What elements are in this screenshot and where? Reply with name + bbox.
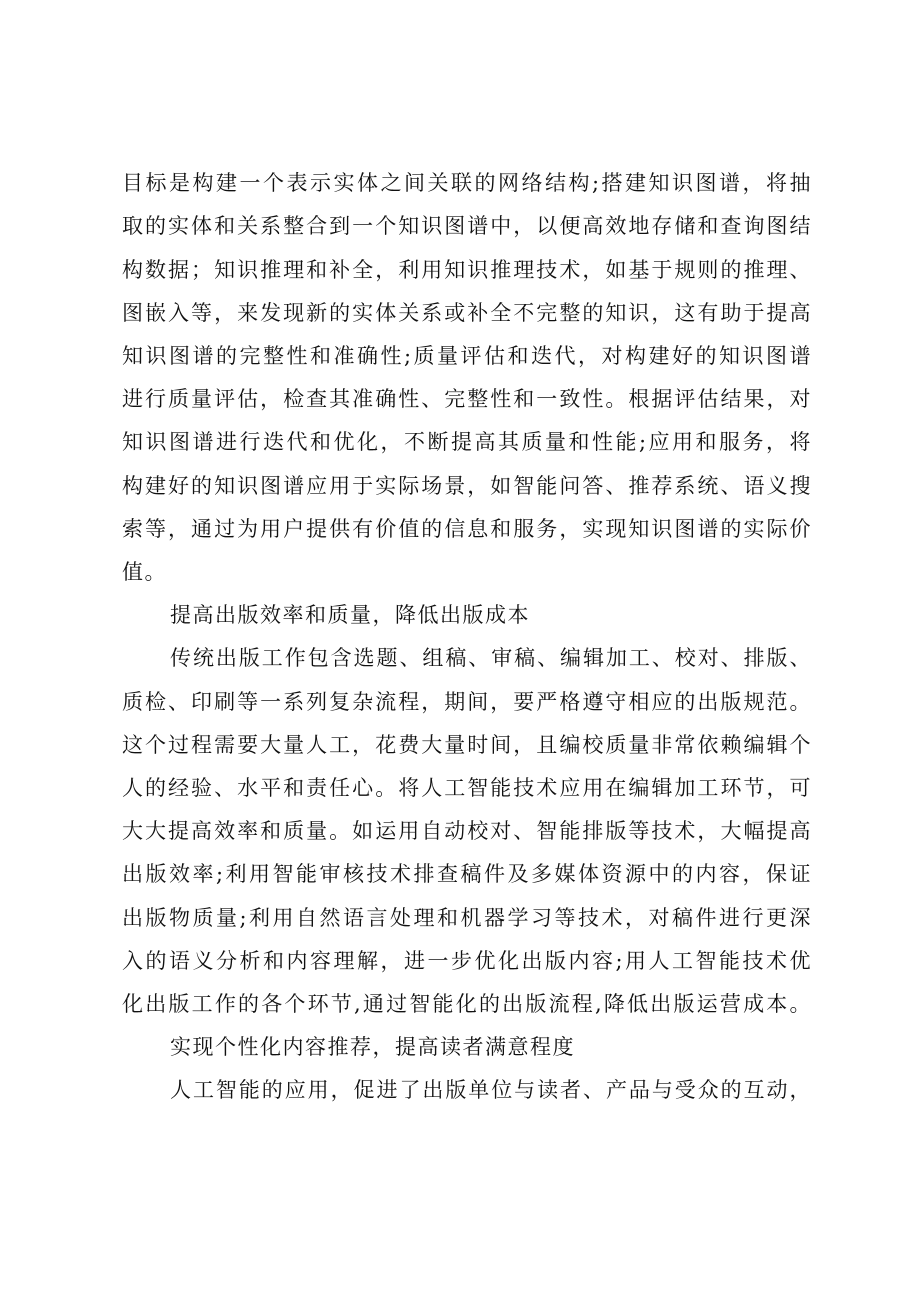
paragraph-line: 人工智能的应用，促进了出版单位与读者、产品与受众的互动，	[170, 1078, 812, 1102]
paragraph-line: 化出版工作的各个环节,通过智能化的出版流程,降低出版运营成本。	[122, 992, 812, 1016]
paragraph-line: 人的经验、水平和责任心。将人工智能技术应用在编辑加工环节，可	[122, 776, 812, 800]
paragraph-line: 质检、印刷等一系列复杂流程，期间，要严格遵守相应的出版规范。	[122, 690, 812, 714]
paragraph-line: 构建好的知识图谱应用于实际场景，如智能问答、推荐系统、语义搜	[122, 474, 812, 498]
paragraph-line: 知识图谱进行迭代和优化，不断提高其质量和性能;应用和服务，将	[122, 430, 812, 454]
paragraph-line: 大大提高效率和质量。如运用自动校对、智能排版等技术，大幅提高	[122, 819, 812, 843]
paragraph-line: 这个过程需要大量人工，花费大量时间，且编校质量非常依赖编辑个	[122, 733, 812, 757]
paragraph-line: 图嵌入等，来发现新的实体关系或补全不完整的知识，这有助于提高	[122, 301, 812, 325]
paragraph-line: 构数据；知识推理和补全，利用知识推理技术，如基于规则的推理、	[122, 258, 812, 282]
section-heading: 实现个性化内容推荐，提高读者满意程度	[170, 1035, 575, 1059]
paragraph-line: 出版物质量;利用自然语言处理和机器学习等技术，对稿件进行更深	[122, 906, 812, 930]
paragraph-line: 值。	[122, 560, 167, 584]
paragraph-line: 取的实体和关系整合到一个知识图谱中，以便高效地存储和查询图结	[122, 214, 812, 238]
paragraph-line: 出版效率;利用智能审核技术排查稿件及多媒体资源中的内容，保证	[122, 862, 812, 886]
paragraph-line: 进行质量评估，检查其准确性、完整性和一致性。根据评估结果，对	[122, 387, 812, 411]
section-heading: 提高出版效率和质量，降低出版成本	[170, 603, 530, 627]
paragraph-line: 传统出版工作包含选题、组稿、审稿、编辑加工、校对、排版、	[170, 646, 812, 670]
paragraph-line: 知识图谱的完整性和准确性;质量评估和迭代，对构建好的知识图谱	[122, 344, 812, 368]
paragraph-line: 索等，通过为用户提供有价值的信息和服务，实现知识图谱的实际价	[122, 517, 812, 541]
paragraph-line: 入的语义分析和内容理解，进一步优化出版内容;用人工智能技术优	[122, 949, 812, 973]
paragraph-line: 目标是构建一个表示实体之间关联的网络结构;搭建知识图谱，将抽	[122, 171, 812, 195]
